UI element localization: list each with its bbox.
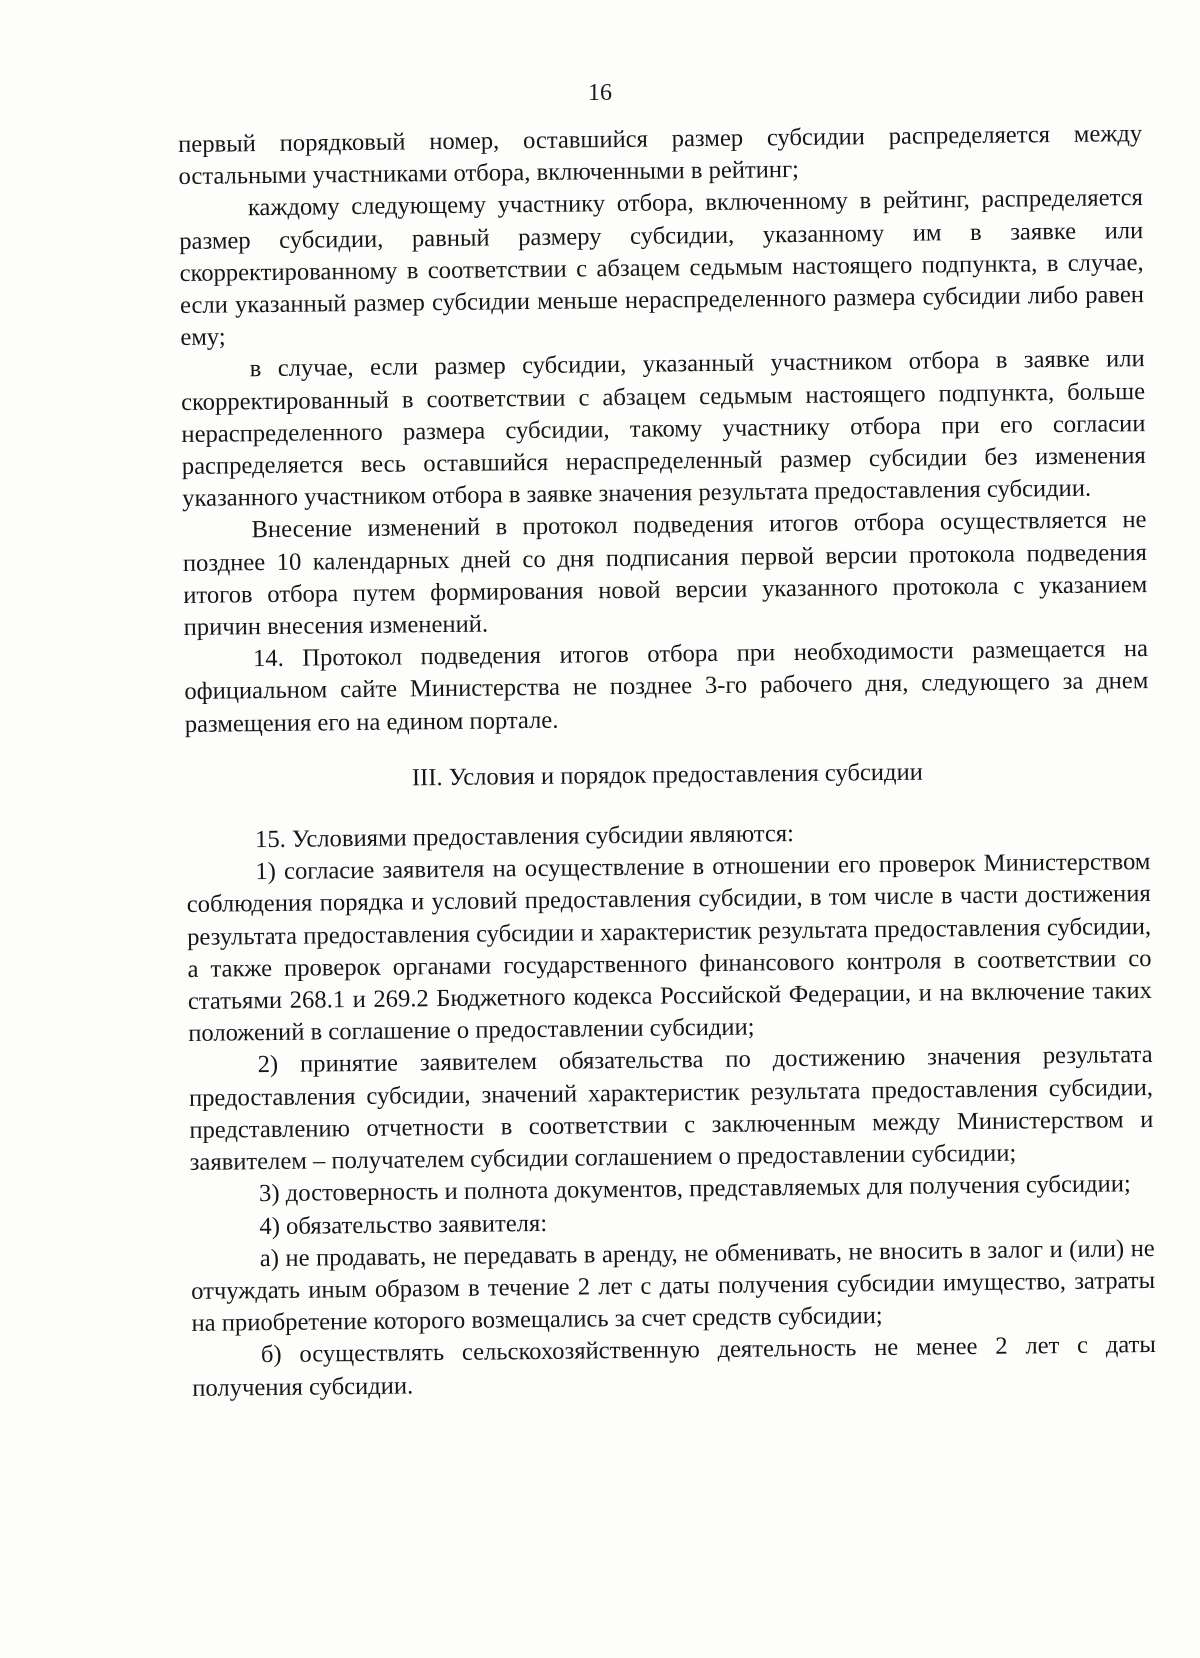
paragraph-subitem-a: а) не продавать, не передавать в аренду, не обменивать, не вносить в залог и (или) не отчуждать иным образом в течение 2 лет с даты получения субсидии имущество, затраты на приобретение которого возмещались за счет средств субсидии;: [191, 1234, 1156, 1338]
document-body: [178, 118, 1156, 1405]
paragraph-item-14: 14. Протокол подведения итогов отбора при необходимости размещается на официальном сайте Министерства не позднее 3-го рабочего дня, следующего за днем размещения его на едином портале.: [184, 635, 1149, 738]
paragraph: каждому следующему участнику отбора, включенному в рейтинг, распределяется размер субсидии, равный размеру субсидии, указанному им в заявке или скорректированному в соответствии с абзацем седьмым настоящего подпункта, в случае, если указанный размер субсидии меньше нераспределенного размера субсидии либо равен ему;: [179, 184, 1145, 352]
paragraph-subitem-4: 4) обязательство заявителя:: [259, 1209, 548, 1240]
paragraph-subitem-b: б) осуществлять сельскохозяйственную деятельность не менее 2 лет с даты получения субсидии.: [192, 1331, 1157, 1402]
paragraph: Внесение изменений в протокол подведения итогов отбора осуществляется не позднее 10 календарных дней со дня подписания первой версии протокола подведения итогов отбора путем формирования новой версии указанного протокола с указанием причин внесения изменений.: [182, 506, 1148, 642]
page-number: 16: [588, 80, 612, 106]
paragraph: в случае, если размер субсидии, указанный участником отбора в заявке или скорректированный в соответствии с абзацем седьмым настоящего подпункта, больше нераспределенного размера субсидии, такому участнику отбора при его согласии распределяется весь оставшийся нераспределенный размер субсидии без изменения указанного участником отбора в заявке значения результата предоставления субсидии.: [180, 345, 1146, 513]
paragraph-subitem-2: 2) принятие заявителем обязательства по достижению значения результата предоставления субсидии, значений характеристик результата предоставления субсидии, представлению отчетности в соответствии с заключенным между Министерством и заявителем – получателем субсидии соглашением о предоставлении субсидии;: [188, 1041, 1154, 1177]
section-heading: III. Условия и порядок предоставления субсидии: [411, 758, 923, 792]
paragraph-continuation: первый порядковый номер, оставшийся размер субсидии распределяется между остальными участниками отбора, включенными в рейтинг;: [178, 120, 1143, 191]
paragraph-item-15: 15. Условиями предоставления субсидии являются:: [254, 820, 795, 854]
paragraph-subitem-3: 3) достоверность и полнота документов, представляемых для получения субсидии;: [258, 1170, 1131, 1208]
paragraph-subitem-1: 1) согласие заявителя на осуществление в отношении его проверок Министерством соблюдения порядка и условий предоставления субсидии, в том числе в части достижения результата предоставления субсидии и характеристик результата предоставления субсидии, а также проверок органами государственного финансового контроля в соответствии со статьями 268.1 и 269.2 Бюджетного кодекса Российской Федерации, и на включение таких положений в соглашение о предоставлении субсидии;: [186, 848, 1152, 1048]
